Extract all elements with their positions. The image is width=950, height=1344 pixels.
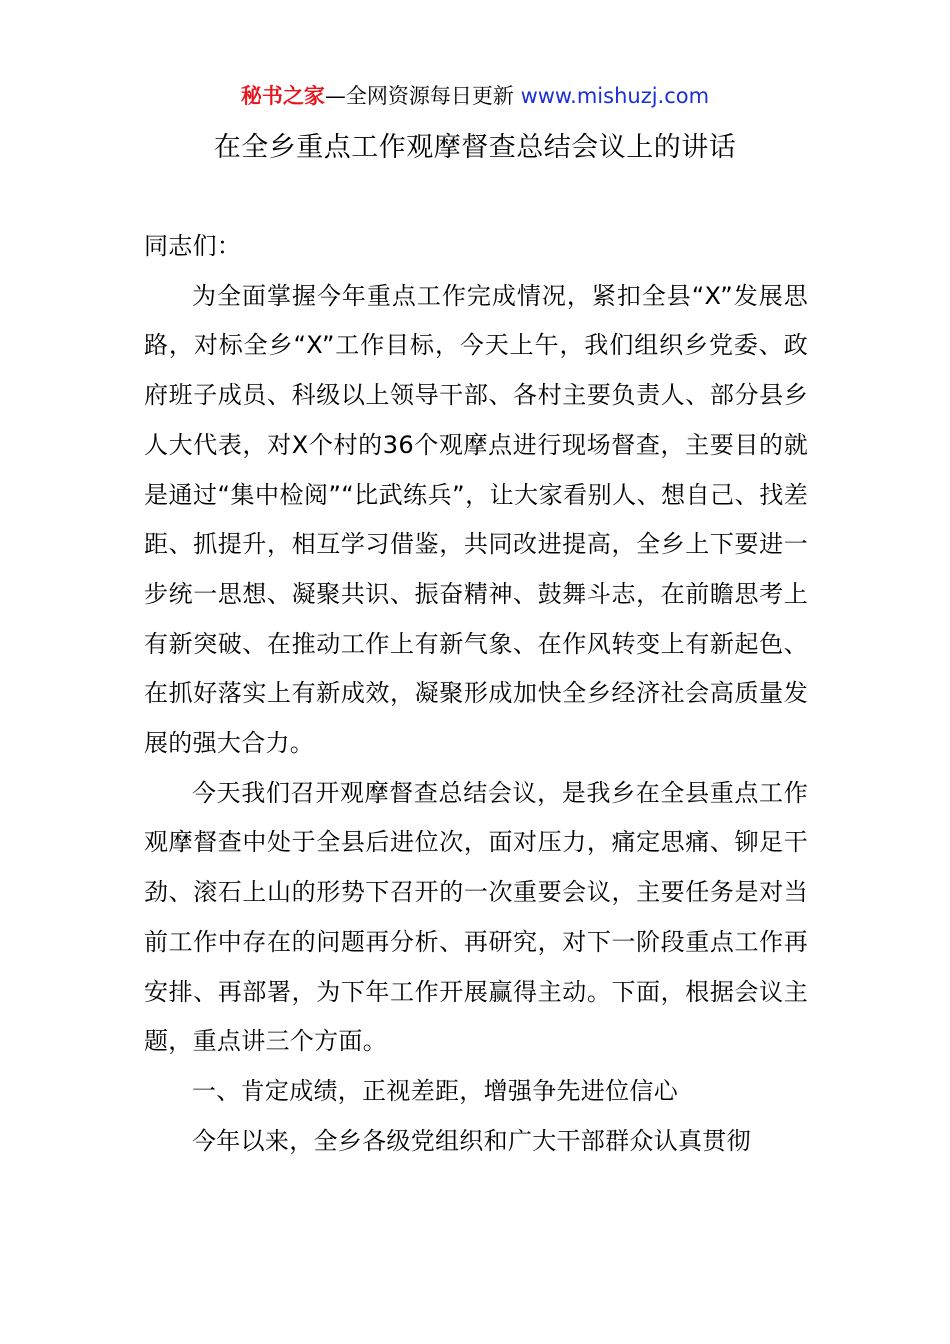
body-paragraph-3: 今年以来，全乡各级党组织和广大干部群众认真贯彻 xyxy=(192,1126,751,1155)
site-brand: 秘书之家 xyxy=(240,84,325,108)
document-body xyxy=(144,222,808,1166)
site-tagline: —全网资源每日更新 xyxy=(324,84,521,108)
document-title: 在全乡重点工作观摩督查总结会议上的讲话 xyxy=(213,132,737,163)
body-paragraph-1: 为全面掌握今年重点工作完成情况，紧扣全县“X”发展思路，对标全乡“X”工作目标，今天上午，我们组织乡党委、政府班子成员、科级以上领导干部、各村主要负责人、部分县乡人大代表，对X个村的36个观摩点进行现场督查，主要目的就是通过“集中检阅”“比武练兵”，让大家看别人、想自己、找差距、抓提升，相互学习借鉴，共同改进提高，全乡上下要进一步统一思想、凝聚共识、振奋精神、鼓舞斗志，在前瞻思考上有新突破、在推动工作上有新气象、在作风转变上有新起色、在抓好落实上有新成效，凝聚形成加快全乡经济社会高质量发展的强大合力。 xyxy=(144,281,808,758)
section-heading: 一、肯定成绩，正视差距，增强争先进位信心 xyxy=(192,1076,678,1105)
site-url-link[interactable]: www.mishuzj.com xyxy=(520,84,710,108)
body-paragraph-2: 今天我们召开观摩督查总结会议，是我乡在全县重点工作观摩督查中处于全县后进位次，面对压力，痛定思痛、铆足干劲、滚石上山的形势下召开的一次重要会议，主要任务是对当前工作中存在的问题再分析、再研究，对下一阶段重点工作再安排、再部署，为下年工作开展赢得主动。下面，根据会议主题，重点讲三个方面。 xyxy=(144,778,808,1056)
salutation: 同志们： xyxy=(144,232,242,260)
site-header xyxy=(0,80,950,112)
